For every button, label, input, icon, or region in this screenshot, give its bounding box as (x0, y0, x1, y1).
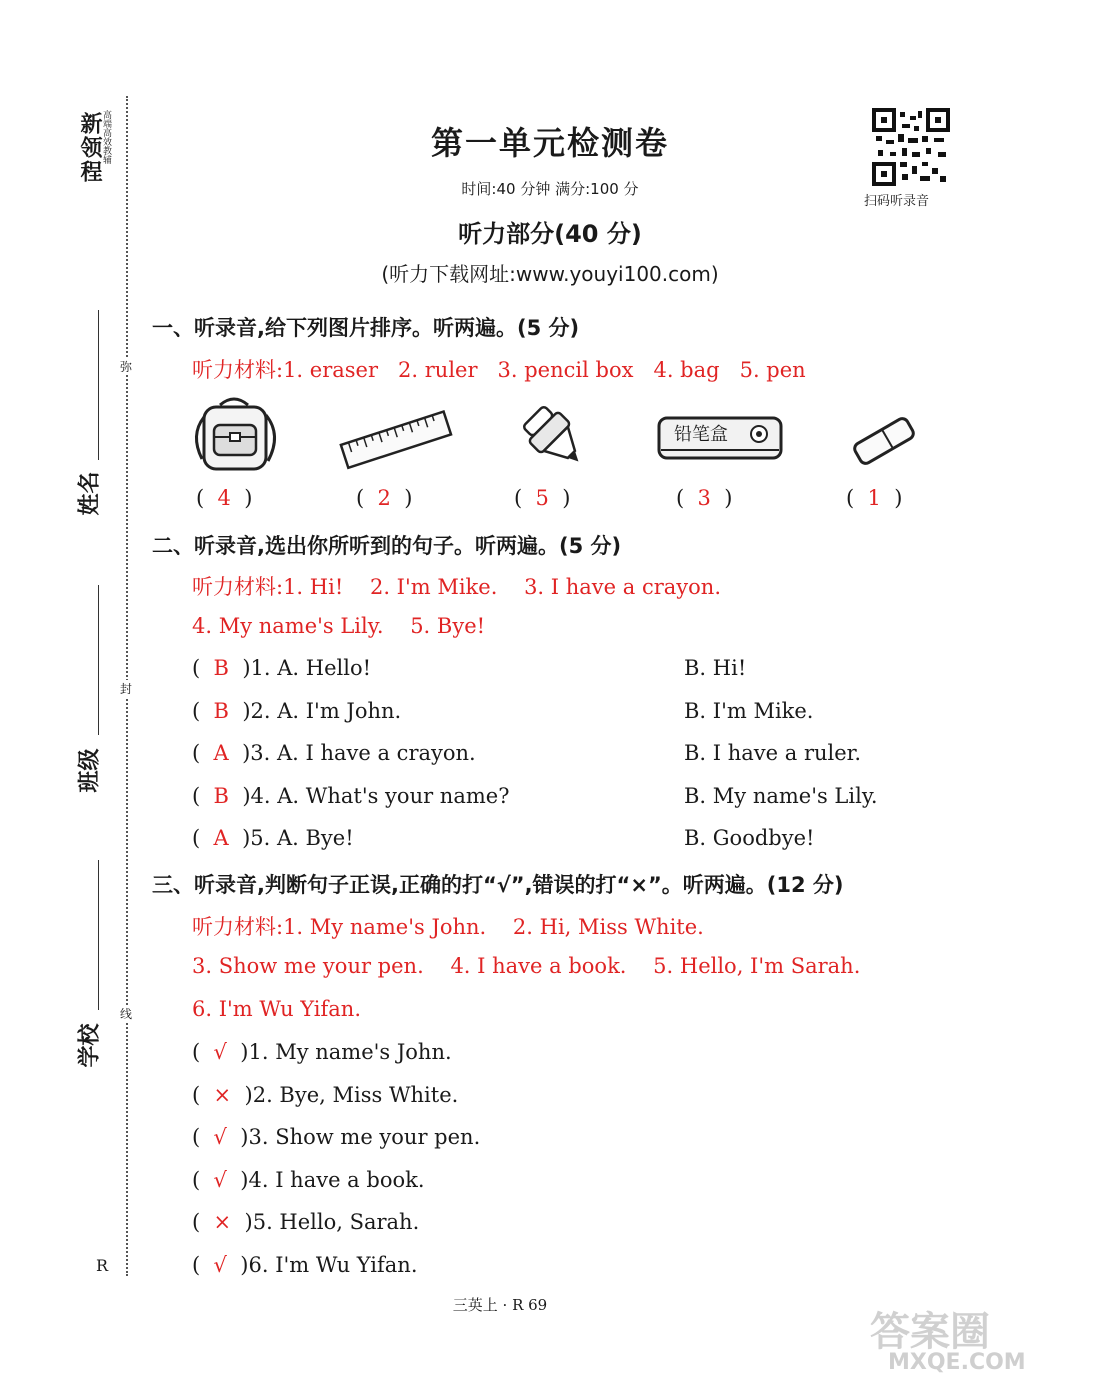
brand-subtitle: 高端高效教辅 (101, 110, 111, 164)
part2-item-5-b: B. Goodbye! (684, 826, 815, 850)
answer-bag: ( 4 ) (196, 486, 253, 510)
answer-pencil-box: ( 3 ) (676, 486, 733, 510)
class-label: 班级 (76, 748, 103, 793)
answer-pen: ( 5 ) (514, 486, 571, 510)
brand-logo: 新领程 (77, 112, 102, 184)
class-line (98, 585, 99, 735)
part2-item-1: ( B )1. A. Hello! (192, 656, 372, 680)
name-label: 姓名 (76, 471, 103, 516)
part2-material-1: 听力材料:1. Hi! 2. I'm Mike. 3. I have a crayon. (192, 575, 721, 599)
part3-item-5: ( × )5. Hello, Sarah. (192, 1210, 420, 1234)
school-label: 学校 (76, 1023, 103, 1068)
part1-heading: 一、听录音,给下列图片排序。听两遍。(5 分) (152, 316, 580, 340)
ruler-icon (338, 408, 453, 473)
exam-meta: 时间:40 分钟 满分:100 分 (461, 180, 639, 198)
part3-material-2: 3. Show me your pen. 4. I have a book. 5. Hello, I'm Sarah. (192, 954, 861, 978)
part3-item-3: ( √ )3. Show me your pen. (192, 1125, 481, 1149)
cut-char-2: 封 (120, 682, 133, 696)
name-line (98, 310, 99, 460)
eraser-icon (848, 410, 920, 472)
school-line (98, 860, 99, 1010)
part2-item-4-b: B. My name's Lily. (684, 784, 878, 808)
page-footer: 三英上 · R 69 (452, 1296, 548, 1314)
part2-item-2-b: B. I'm Mike. (684, 699, 814, 723)
part2-item-3-b: B. I have a ruler. (684, 741, 862, 765)
watermark-logo: 答案圈 (870, 1309, 990, 1355)
pen-icon (508, 398, 598, 473)
qr-code-icon[interactable] (872, 108, 950, 186)
watermark-url: MXQE.COM (888, 1350, 1026, 1375)
part3-material-3: 6. I'm Wu Yifan. (192, 997, 362, 1021)
cut-char-3: 线 (120, 1007, 133, 1021)
part3-item-6: ( √ )6. I'm Wu Yifan. (192, 1253, 418, 1277)
part3-heading: 三、听录音,判断句子正误,正确的打“√”,错误的打“×”。听两遍。(12 分) (152, 873, 844, 897)
part2-item-2: ( B )2. A. I'm John. (192, 699, 402, 723)
part2-material-2: 4. My name's Lily. 5. Bye! (192, 614, 486, 638)
bag-icon (190, 395, 280, 475)
part2-item-5: ( A )5. A. Bye! (192, 826, 354, 850)
section-title: 听力部分(40 分) (458, 220, 642, 248)
part2-item-4: ( B )4. A. What's your name? (192, 784, 510, 808)
page-title: 第一单元检测卷 (430, 124, 669, 162)
cut-char-1: 弥 (120, 360, 133, 374)
r-mark: R (96, 1256, 109, 1275)
answer-ruler: ( 2 ) (356, 486, 413, 510)
part2-item-3: ( A )3. A. I have a crayon. (192, 741, 476, 765)
part1-material: 听力材料:1. eraser 2. ruler 3. pencil box 4. bag 5. pen (192, 358, 806, 382)
part2-heading: 二、听录音,选出你所听到的句子。听两遍。(5 分) (152, 534, 622, 558)
part3-item-4: ( √ )4. I have a book. (192, 1168, 425, 1192)
answer-eraser: ( 1 ) (846, 486, 903, 510)
part3-material-1: 听力材料:1. My name's John. 2. Hi, Miss White. (192, 915, 704, 939)
qr-caption: 扫码听录音 (864, 194, 930, 209)
part2-item-1-b: B. Hi! (684, 656, 747, 680)
part3-item-1: ( √ )1. My name's John. (192, 1040, 452, 1064)
part3-item-2: ( × )2. Bye, Miss White. (192, 1083, 459, 1107)
pencil-box-label: 铅笔盒 (674, 424, 728, 445)
download-url: (听力下载网址:www.youyi100.com) (381, 262, 719, 286)
